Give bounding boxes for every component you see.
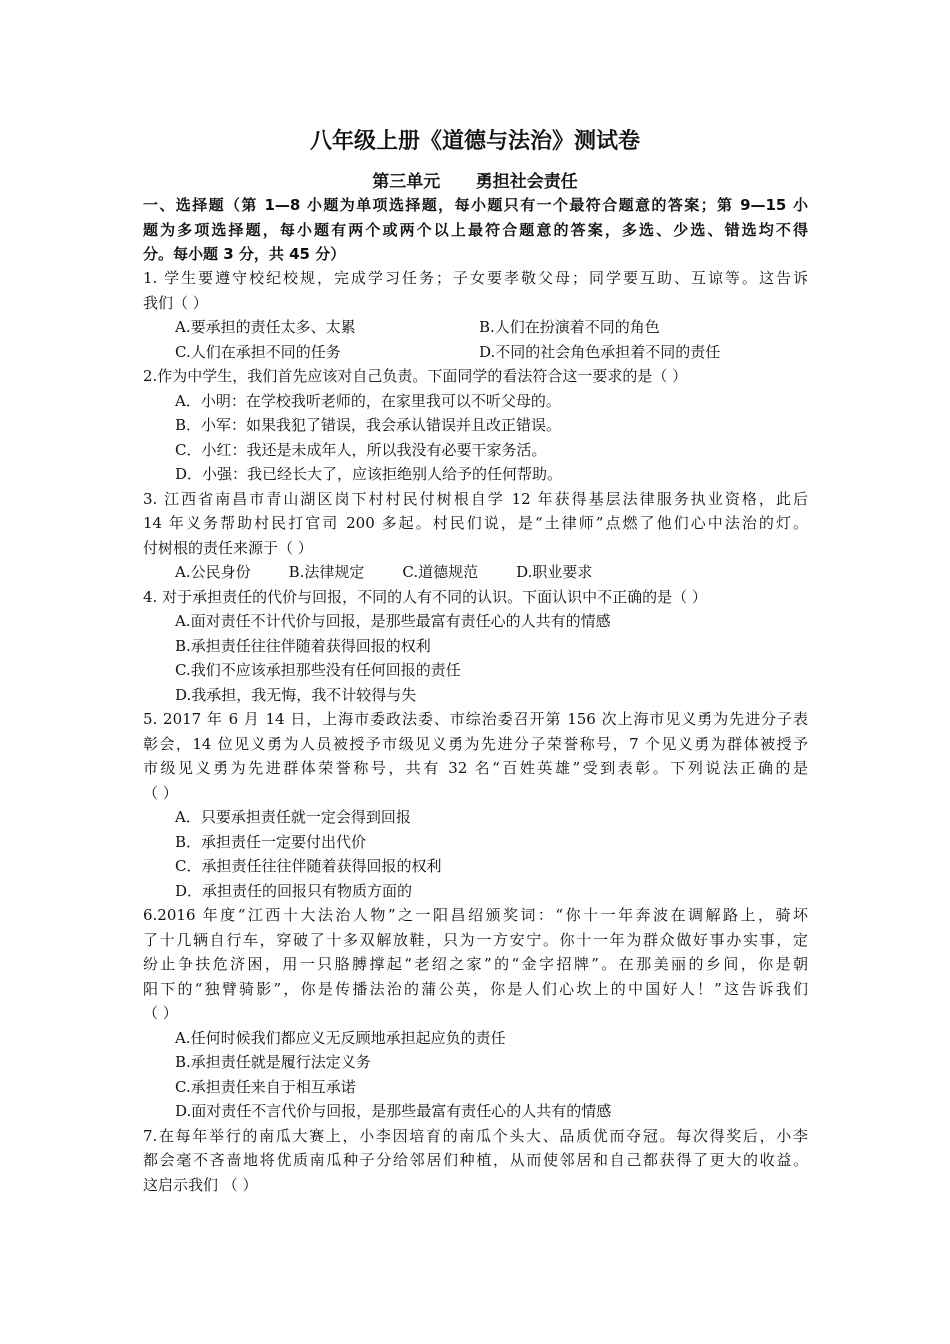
option-row <box>143 315 808 340</box>
question-stem: 7.在每年举行的南瓜大赛上，小李因培育的南瓜个头大、品质优而夺冠。每次得奖后，小李 <box>143 1126 808 1145</box>
option-c: C.我们不应该承担那些没有任何回报的责任 <box>175 661 461 679</box>
section-instructions <box>143 193 808 267</box>
option-a: A．只要承担责任就一定会得到回报 <box>175 808 411 826</box>
option-a: A．小明：在学校我听老师的，在家里我可以不听父母的。 <box>175 391 561 410</box>
option-c: C.承担责任来自于相互承诺 <box>175 1077 356 1096</box>
question-stem: 6.2016 年度“江西十大法治人物”之一阳昌绍颁奖词：“你十一年奔波在调解路上，骑坏 <box>143 906 808 924</box>
question-6 <box>143 903 808 1124</box>
question-stem: 2.作为中学生，我们首先应该对自己负责。下面同学的看法符合这一要求的是（ ） <box>143 367 688 385</box>
option-b: B.承担责任就是履行法定义务 <box>175 1053 371 1071</box>
section-line: 题为多项选择题，每小题有两个或两个以上最符合题意的答案，多选、少选、错选均不得 <box>143 220 808 239</box>
question-stem: 4. 对于承担责任的代价与回报，不同的人有不同的认识。下面认识中不正确的是（ ） <box>143 587 707 606</box>
question-stem: （ ） <box>143 1004 178 1022</box>
option-d: D.面对责任不言代价与回报，是那些最富有责任心的人共有的情感 <box>175 1102 612 1120</box>
question-stem: 彰会，14 位见义勇为人员被授予市级见义勇为先进分子荣誉称号，7 个见义勇为群体被授予 <box>143 734 808 753</box>
question-stem: （ ） <box>143 783 178 802</box>
option-b: B.承担责任往往伴随着获得回报的权利 <box>175 636 431 655</box>
option-d: D．小强：我已经长大了，应该拒绝别人给予的任何帮助。 <box>175 465 563 483</box>
question-stem: 5. 2017 年 6 月 14 日，上海市委政法委、市综治委召开第 156 次上海市见义勇为先进分子表 <box>143 710 808 728</box>
question-4 <box>143 585 808 708</box>
section-line: 分。每小题 3 分，共 45 分） <box>143 245 346 263</box>
unit-heading: 第三单元 勇担社会责任 <box>372 172 578 192</box>
option-b: B．小军：如果我犯了错误，我会承认错误并且改正错误。 <box>175 416 562 434</box>
option-row <box>143 340 808 365</box>
option-b: B.法律规定 <box>288 563 365 581</box>
option-d: D.不同的社会角色承担着不同的责任 <box>479 342 721 361</box>
question-stem: 1. 学生要遵守校纪校规，完成学习任务；子女要孝敬父母；同学要互助、互谅等。这告诉 <box>143 269 808 287</box>
question-2 <box>143 364 808 487</box>
option-a: A.面对责任不计代价与回报，是那些最富有责任心的人共有的情感 <box>175 612 611 630</box>
question-stem: 纷止争扶危济困，用一只胳膊撑起“老绍之家”的“金字招牌”。在那美丽的乡间，你是朝 <box>143 955 808 973</box>
option-c: C.人们在承担不同的任务 <box>175 342 341 361</box>
option-a: A.公民身份 <box>175 563 251 581</box>
question-7 <box>143 1124 808 1198</box>
option-a: A.任何时候我们都应义无反顾地承担起应负的责任 <box>175 1028 506 1047</box>
question-5 <box>143 707 808 903</box>
option-row <box>143 560 808 585</box>
question-stem: 这启示我们 （ ） <box>143 1175 258 1194</box>
question-stem: 付树根的责任来源于（ ） <box>143 538 313 557</box>
option-b: B.人们在扮演着不同的角色 <box>479 318 660 336</box>
question-1 <box>143 266 808 364</box>
question-stem: 我们（ ） <box>143 293 208 312</box>
option-c: C.道德规范 <box>402 563 479 581</box>
question-stem: 3. 江西省南昌市青山湖区岗下村村民付树根自学 12 年获得基层法律服务执业资格，此后 <box>143 489 808 508</box>
option-c: C．小红：我还是未成年人，所以我没有必要干家务活。 <box>175 440 547 459</box>
question-3 <box>143 487 808 585</box>
question-stem: 了十几辆自行车，穿破了十多双解放鞋，只为一方安宁。你十一年为群众做好事办实事，定 <box>143 930 808 949</box>
option-d: D．承担责任的回报只有物质方面的 <box>175 881 413 900</box>
option-b: B．承担责任一定要付出代价 <box>175 832 367 851</box>
question-stem: 14 年义务帮助村民打官司 200 多起。村民们说，是“土律师”点燃了他们心中法治的灯。 <box>143 514 808 532</box>
page-title: 八年级上册《道德与法治》测试卷 <box>309 129 640 154</box>
question-stem: 阳下的“独臂骑影”，你是传播法治的蒲公英，你是人们心坎上的中国好人！”这告诉我们 <box>143 979 808 998</box>
question-stem: 市级见义勇为先进群体荣誉称号，共有 32 名“百姓英雄”受到表彰。下列说法正确的是 <box>143 759 808 777</box>
option-d: D.我承担，我无悔，我不计较得与失 <box>175 685 417 704</box>
option-a: A.要承担的责任太多、太累 <box>175 318 356 336</box>
question-stem: 都会毫不吝啬地将优质南瓜种子分给邻居们种植，从而使邻居和自己都获得了更大的收益。 <box>143 1151 808 1169</box>
section-line: 一、选择题（第 1—8 小题为单项选择题，每小题只有一个最符合题意的答案；第 9—15 小 <box>143 196 808 214</box>
option-c: C．承担责任往往伴随着获得回报的权利 <box>175 857 442 875</box>
question-list <box>143 266 808 1197</box>
option-d: D.职业要求 <box>516 563 593 581</box>
